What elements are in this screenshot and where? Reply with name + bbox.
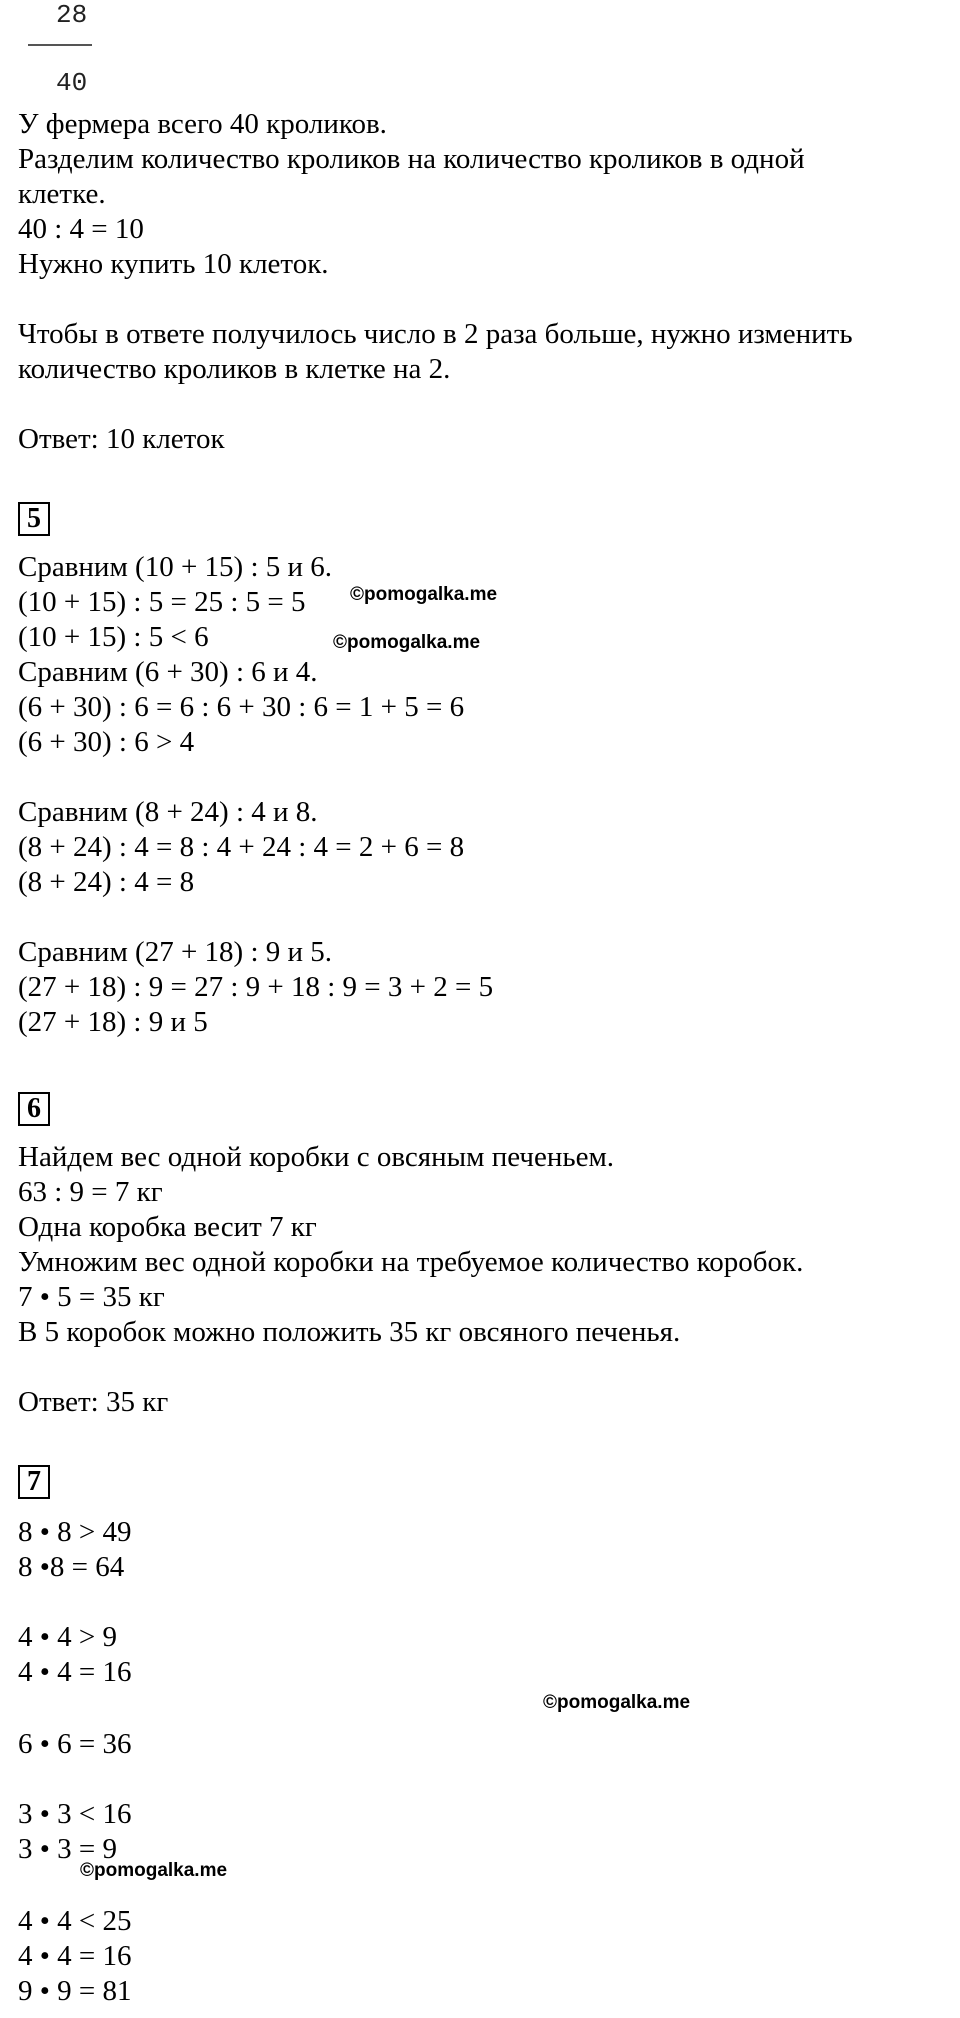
task7-line: 6 • 6 = 36 (18, 1728, 132, 1760)
top-line: У фермера всего 40 кроликов. (18, 108, 387, 140)
task6-line: В 5 коробок можно положить 35 кг овсяного печенья. (18, 1316, 681, 1348)
top-line: Разделим количество кроликов на количество кроликов в одной (18, 143, 805, 175)
task5-line: (10 + 15) : 5 = 25 : 5 = 5 (18, 586, 306, 618)
task7-line: 4 • 4 = 16 (18, 1940, 132, 1972)
fraction-denominator: 40 (56, 68, 88, 98)
task7-line: 8 • 8 > 49 (18, 1516, 132, 1548)
top-line: Чтобы в ответе получилось число в 2 раза больше, нужно изменить (18, 318, 853, 350)
task7-line: 3 • 3 < 16 (18, 1798, 132, 1830)
watermark: ©pomogalka.me (80, 1860, 228, 1881)
watermark: ©pomogalka.me (333, 632, 481, 653)
fraction-numerator: 28 (56, 0, 88, 30)
task5-line: (27 + 18) : 9 = 27 : 9 + 18 : 9 = 3 + 2 = 5 (18, 971, 494, 1003)
task5-line: Сравним (10 + 15) : 5 и 6. (18, 551, 333, 583)
task-number-box: 6 (18, 1092, 50, 1126)
task5-line: (8 + 24) : 4 = 8 (18, 866, 195, 898)
task5-line: (6 + 30) : 6 = 6 : 6 + 30 : 6 = 1 + 5 = 6 (18, 691, 465, 723)
task7-line: 4 • 4 = 16 (18, 1656, 132, 1688)
top-line: 40 : 4 = 10 (18, 213, 144, 245)
task5-line: (10 + 15) : 5 < 6 (18, 621, 209, 653)
task7-line: 9 • 9 = 81 (18, 1975, 132, 2007)
task7-line: 4 • 4 > 9 (18, 1621, 118, 1653)
answer-line: Ответ: 35 кг (18, 1386, 169, 1418)
task6-line: Умножим вес одной коробки на требуемое количество коробок. (18, 1246, 804, 1278)
task-number-box: 7 (18, 1465, 50, 1499)
watermark: ©pomogalka.me (543, 1692, 691, 1713)
top-line: Нужно купить 10 клеток. (18, 248, 329, 280)
watermark: ©pomogalka.me (350, 584, 498, 605)
task7-line: 3 • 3 = 9 (18, 1833, 118, 1865)
top-line: количество кроликов в клетке на 2. (18, 353, 451, 385)
task5-line: Сравним (6 + 30) : 6 и 4. (18, 656, 318, 688)
task6-line: 7 • 5 = 35 кг (18, 1281, 165, 1313)
task7-line: 4 • 4 < 25 (18, 1905, 132, 1937)
task5-line: (6 + 30) : 6 > 4 (18, 726, 195, 758)
task6-line: Одна коробка весит 7 кг (18, 1211, 317, 1243)
task-number-box: 5 (18, 502, 50, 536)
fraction-bar (28, 44, 92, 46)
task5-line: Сравним (8 + 24) : 4 и 8. (18, 796, 318, 828)
task6-line: Найдем вес одной коробки с овсяным печеньем. (18, 1141, 615, 1173)
task6-line: 63 : 9 = 7 кг (18, 1176, 163, 1208)
answer-line: Ответ: 10 клеток (18, 423, 225, 455)
task7-line: 8 •8 = 64 (18, 1551, 125, 1583)
task5-line: (8 + 24) : 4 = 8 : 4 + 24 : 4 = 2 + 6 = 8 (18, 831, 465, 863)
task5-line: (27 + 18) : 9 и 5 (18, 1006, 208, 1038)
top-line: клетке. (18, 178, 106, 210)
task5-line: Сравним (27 + 18) : 9 и 5. (18, 936, 333, 968)
